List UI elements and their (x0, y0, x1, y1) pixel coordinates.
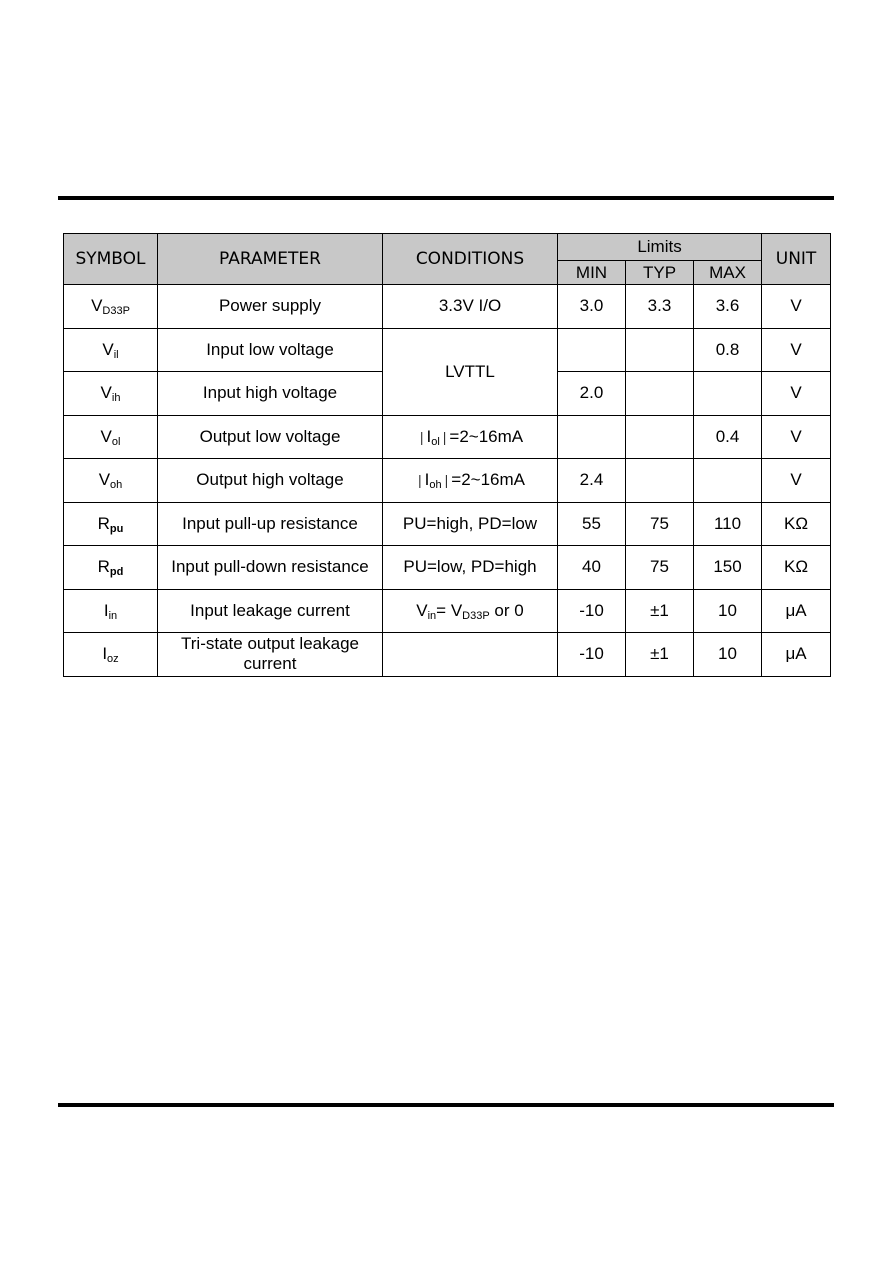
symbol-cell: $V_{ol}$ (64, 415, 158, 459)
min-cell (558, 415, 626, 459)
parameter-cell: Tri-state output leakage current (158, 633, 383, 677)
symbol-cell: $I_{oz}$ (64, 633, 158, 677)
header-symbol: SYMBOL (64, 234, 158, 285)
unit-cell: V (762, 285, 831, 329)
parameter-cell: Input high voltage (158, 372, 383, 416)
typ-cell: ±1 (626, 633, 694, 677)
symbol-cell: $R_{pd}$ (64, 546, 158, 590)
header-max: MAX (694, 261, 762, 285)
header-limits: Limits (558, 234, 762, 261)
table-row (64, 285, 831, 329)
dc-characteristics-table (63, 233, 831, 677)
condition-cell: | $I_{oh}$ | =2~16mA (383, 459, 558, 503)
symbol-cell: $V_{D33P}$ (64, 285, 158, 329)
typ-cell (626, 415, 694, 459)
condition-cell: LVTTL (383, 328, 558, 415)
header-conditions: CONDITIONS (383, 234, 558, 285)
min-cell: -10 (558, 633, 626, 677)
table-row (64, 502, 831, 546)
min-cell: 55 (558, 502, 626, 546)
min-cell: 2.4 (558, 459, 626, 503)
symbol-cell: $I_{in}$ (64, 589, 158, 633)
unit-cell: V (762, 459, 831, 503)
top-rule (58, 196, 834, 200)
max-cell: 0.4 (694, 415, 762, 459)
max-cell: 10 (694, 633, 762, 677)
typ-cell: 75 (626, 502, 694, 546)
min-cell: 3.0 (558, 285, 626, 329)
symbol-cell: $V_{il}$ (64, 328, 158, 372)
condition-cell (383, 633, 558, 677)
table-row (64, 633, 831, 677)
condition-cell: 3.3V I/O (383, 285, 558, 329)
typ-cell: 3.3 (626, 285, 694, 329)
table-row (64, 459, 831, 503)
symbol-cell: $V_{ih}$ (64, 372, 158, 416)
min-cell (558, 328, 626, 372)
header-row (64, 234, 831, 261)
parameter-cell: Input leakage current (158, 589, 383, 633)
max-cell: 10 (694, 589, 762, 633)
parameter-cell: Input pull-up resistance (158, 502, 383, 546)
typ-cell (626, 328, 694, 372)
max-cell (694, 372, 762, 416)
min-cell: 40 (558, 546, 626, 590)
max-cell: 3.6 (694, 285, 762, 329)
table-row (64, 328, 831, 372)
max-cell: 110 (694, 502, 762, 546)
min-cell: 2.0 (558, 372, 626, 416)
typ-cell (626, 372, 694, 416)
condition-cell: PU=high, PD=low (383, 502, 558, 546)
bottom-rule (58, 1103, 834, 1107)
unit-cell: V (762, 328, 831, 372)
typ-cell: 75 (626, 546, 694, 590)
typ-cell (626, 459, 694, 503)
parameter-cell: Output high voltage (158, 459, 383, 503)
parameter-cell: Output low voltage (158, 415, 383, 459)
table-row (64, 589, 831, 633)
condition-cell: $V_{in}= V_{D33P}$ or 0 (383, 589, 558, 633)
symbol-cell: $V_{oh}$ (64, 459, 158, 503)
parameter-cell: Input low voltage (158, 328, 383, 372)
symbol-cell: $R_{pu}$ (64, 502, 158, 546)
typ-cell: ±1 (626, 589, 694, 633)
header-parameter: PARAMETER (158, 234, 383, 285)
max-cell (694, 459, 762, 503)
unit-cell: μA (762, 633, 831, 677)
unit-cell: KΩ (762, 502, 831, 546)
header-unit: UNIT (762, 234, 831, 285)
condition-cell: PU=low, PD=high (383, 546, 558, 590)
table-row (64, 415, 831, 459)
max-cell: 150 (694, 546, 762, 590)
unit-cell: KΩ (762, 546, 831, 590)
condition-cell: | $I_{ol}$ | =2~16mA (383, 415, 558, 459)
table-row (64, 546, 831, 590)
header-min: MIN (558, 261, 626, 285)
parameter-cell: Power supply (158, 285, 383, 329)
max-cell: 0.8 (694, 328, 762, 372)
unit-cell: μA (762, 589, 831, 633)
unit-cell: V (762, 415, 831, 459)
header-typ: TYP (626, 261, 694, 285)
unit-cell: V (762, 372, 831, 416)
min-cell: -10 (558, 589, 626, 633)
parameter-cell: Input pull-down resistance (158, 546, 383, 590)
